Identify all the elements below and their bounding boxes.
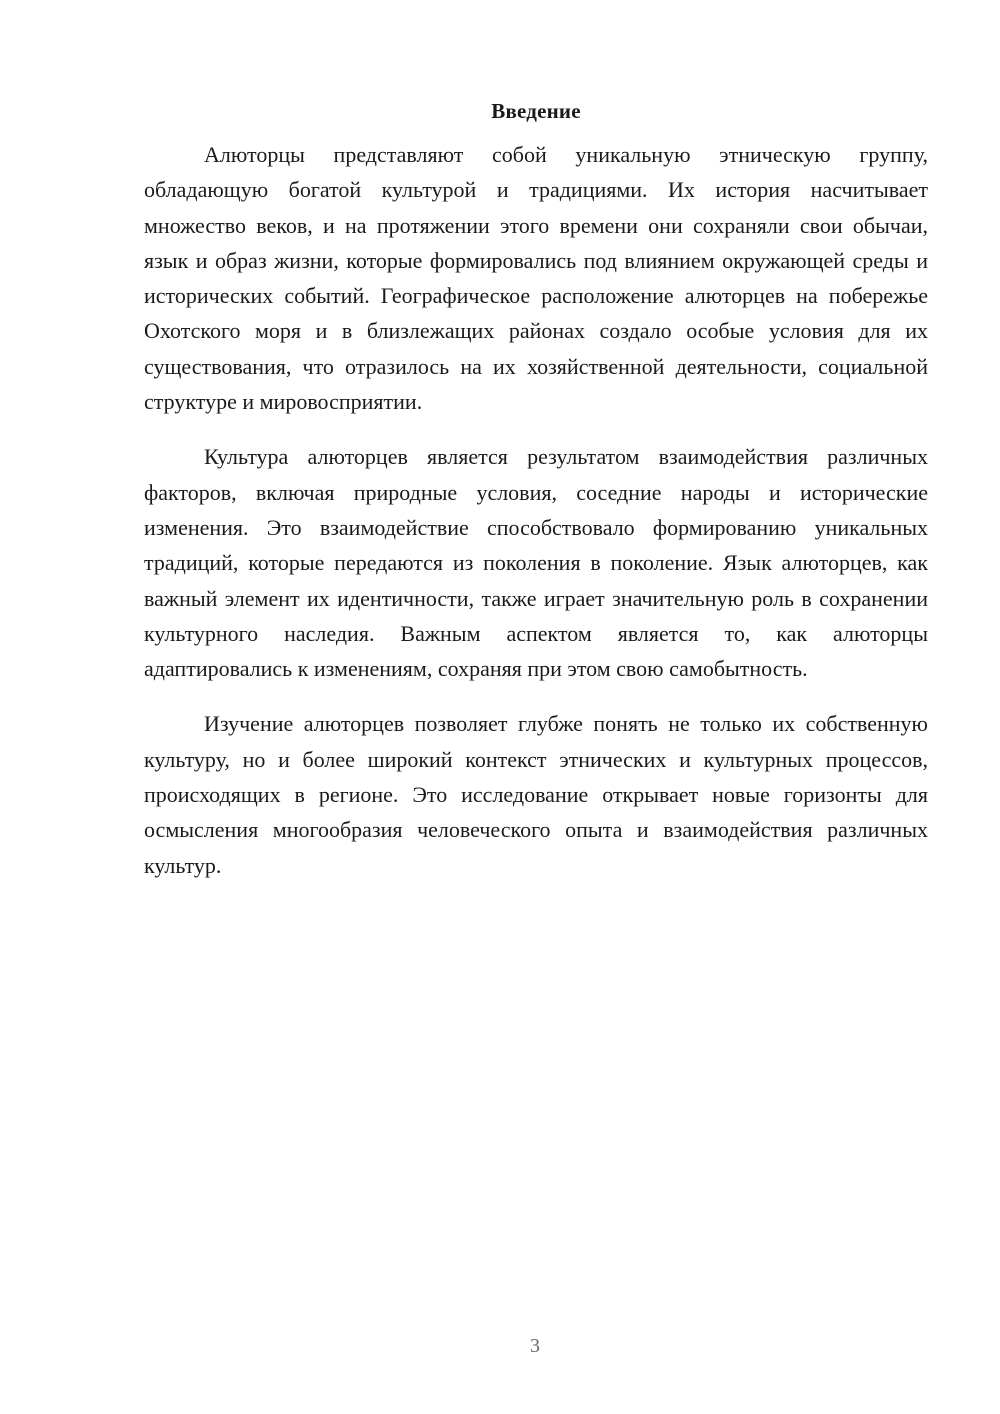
section-title: Введение: [491, 99, 581, 123]
paragraph-3: Изучение алюторцев позволяет глубже понять не только их собственную культуру, но и более широкий контекст этнических и культурных процессов, происходящих в регионе. Это исследование открывает новые горизонты для осмысления многообразия человеческого опыта и взаимодействия различных культур.: [144, 711, 928, 878]
paragraph-1: Алюторцы представляют собой уникальную этническую группу, обладающую богатой культурой и традициями. Их история насчитывает множество веков, и на протяжении этого времени они сохраняли свои обычаи, язык и образ жизни, которые формировались под влиянием окружающей среды и исторических событий. Географическое расположение алюторцев на побережье Охотского моря и в близлежащих районах создало особые условия для их существования, что отразилось на их хозяйственной деятельности, социальной структуре и мировосприятии.: [144, 142, 928, 415]
page-content: [144, 96, 928, 903]
paragraph-2: Культура алюторцев является результатом взаимодействия различных факторов, включая природные условия, соседние народы и исторические изменения. Это взаимодействие способствовало формированию уникальных традиций, которые передаются из поколения в поколение. Язык алюторцев, как важный элемент их идентичности, также играет значительную роль в сохранении культурного наследия. Важным аспектом является то, как алюторцы адаптировались к изменениям, сохраняя при этом свою самобытность.: [144, 444, 928, 682]
page-number: 3: [530, 1335, 540, 1357]
